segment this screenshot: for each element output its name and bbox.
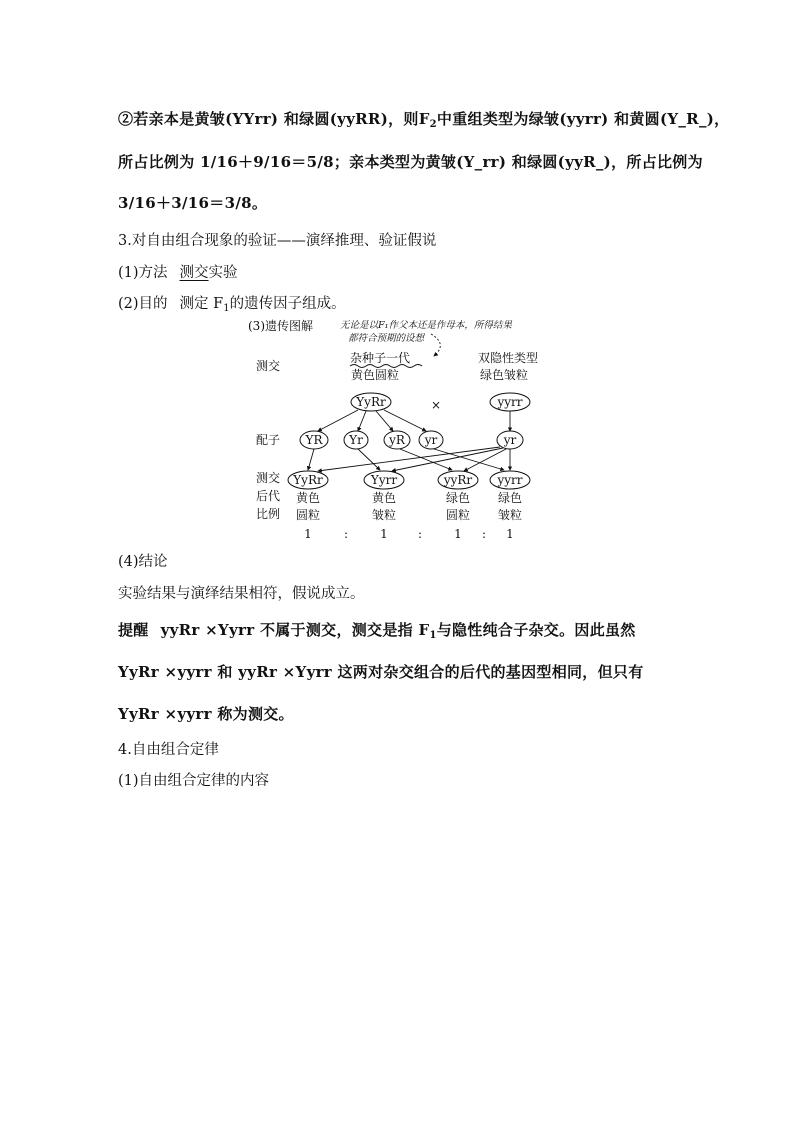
tip-line-1: 提醒 yyRr ×Yyrr 不属于测交，测交是指 $F_1$与隐性纯合子杂交。因此虽然	[118, 621, 636, 641]
offspring-color: 绿色	[497, 491, 523, 505]
ratio-value: 1	[304, 527, 312, 541]
method-line: (1)方法 测交实验	[118, 265, 238, 281]
cross-symbol: ×	[430, 398, 442, 412]
row-label-offspring-2: 后代	[256, 489, 281, 503]
row-label-ratio: 比例	[256, 507, 281, 521]
parent1-line-2: 黄色圆粒	[351, 368, 400, 382]
section-4-heading: 4.自由组合定律	[118, 742, 219, 758]
offspring-genotype: yyrr	[497, 473, 523, 487]
note-arrow	[431, 334, 440, 356]
ratio-colon: :	[417, 527, 423, 541]
tip-label: 提醒	[118, 621, 149, 639]
offspring-shape: 皱粒	[497, 508, 523, 522]
tip-line-3: YyRr ×yyrr 称为测交。	[118, 705, 294, 723]
ratio-colon: :	[343, 527, 349, 541]
method-label: (1)方法	[118, 265, 168, 281]
offspring-color: 黄色	[371, 491, 397, 505]
offspring-color: 黄色	[295, 491, 321, 505]
parent1-line-1: 杂种子一代	[350, 351, 411, 365]
parent2-line-1: 双隐性类型	[478, 351, 539, 365]
paragraph-line-2: 所占比例为 1/16＋9/16＝5/8；亲本类型为黄皱(Y_rr) 和绿圆(yyR_)，所占比例为	[118, 153, 703, 171]
row-label-cross: 测交	[256, 359, 281, 373]
genetic-cross-diagram	[248, 314, 578, 544]
conclusion-text: 实验结果与演绎结果相符，假说成立。	[118, 586, 365, 602]
gamete-label: yr	[503, 433, 517, 447]
section-4-sub-1: (1)自由组合定律的内容	[118, 773, 270, 789]
offspring-shape: 圆粒	[445, 508, 471, 522]
ratio-value: 1	[506, 527, 514, 541]
ratio-colon: :	[481, 527, 487, 541]
offspring-genotype: yyRr	[443, 473, 473, 487]
conclusion-label: (4)结论	[118, 554, 168, 570]
purpose-label: (2)目的	[118, 296, 168, 312]
row-label-gamete: 配子	[256, 433, 281, 447]
diagram-title: (3)遗传图解	[248, 319, 313, 333]
offspring-shape: 皱粒	[371, 508, 397, 522]
handwritten-note-line-2: 都符合预期的设想	[348, 333, 425, 344]
parent1-genotype: YyRr	[356, 395, 386, 409]
gamete-label: yr	[424, 433, 438, 447]
purpose-line: (2)目的 测定 $F_1$的遗传因子组成。	[118, 296, 346, 314]
paragraph-line-3: 3/16＋3/16＝3/8。	[118, 194, 268, 212]
parent2-genotype: yyrr	[497, 395, 523, 409]
section-3-heading: 3.对自由组合现象的验证——演绎推理、验证假说	[118, 233, 437, 249]
purpose-value: 测定 F	[179, 296, 224, 312]
gamete-label: Yr	[349, 433, 363, 447]
paragraph-line-1: ②若亲本是黄皱(YYrr) 和绿圆(yyRR)，则$F_2$中重组类型为绿皱(yyrr) 和黄圆(Y_R_)，	[118, 110, 730, 130]
offspring-color: 绿色	[445, 491, 471, 505]
offspring-shape: 圆粒	[295, 508, 321, 522]
method-value: 测交	[179, 265, 209, 281]
ratio-value: 1	[380, 527, 388, 541]
tip-line-2: YyRr ×yyrr 和 yyRr ×Yyrr 这两对杂交组合的后代的基因型相同，但只有	[118, 663, 644, 681]
gamete-label: yR	[389, 433, 405, 447]
gamete-label: YR	[305, 433, 323, 447]
handwritten-note-line-1: 无论是以F₁作父本还是作母本，所得结果	[340, 320, 512, 331]
row-label-offspring-1: 测交	[256, 471, 281, 485]
offspring-genotype: YyRr	[293, 473, 323, 487]
offspring-genotype: Yyrr	[370, 473, 398, 487]
ratio-value: 1	[454, 527, 462, 541]
parent2-line-2: 绿色皱粒	[480, 368, 529, 382]
